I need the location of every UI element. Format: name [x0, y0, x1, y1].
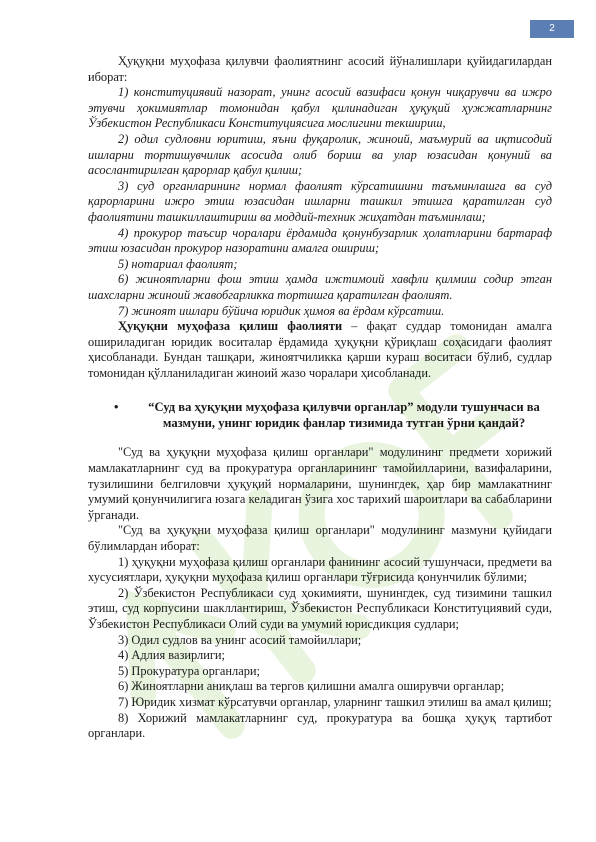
- list-item: 4) Адлия вазирлиги;: [118, 648, 225, 663]
- paragraph-content: "Суд ва ҳуқуқни муҳофаза қилиш органлари" модулининг мазмуни қуйидаги бўлимлардан иборат:: [88, 523, 552, 554]
- bullet-icon: •: [114, 400, 119, 415]
- paragraph-intro: Ҳуқуқни муҳофаза қилувчи фаолиятнинг асосий йўналишлари қуйидагилардан иборат:: [88, 54, 552, 84]
- definition-term: Ҳуқуқни муҳофаза қилиш фаолияти: [118, 319, 343, 334]
- list-item: 7) жиноят ишлари бўйича юридик ҳимоя ва ёрдам кўрсатиш.: [118, 303, 445, 318]
- list-item: 1) ҳуқуқни муҳофаза қилиш органлари фанининг асосий тушунчаси, предмети ва хусусиятлари, ҳуқуқни муҳофаза қилиш органлари тўғрисида қонунчилик бўлими;: [88, 554, 552, 585]
- document-body: [88, 54, 552, 742]
- page-number-badge: 2: [530, 20, 574, 38]
- section-question-heading: [114, 399, 552, 431]
- list-item: 2) одил судловни юритиш, яъни фуқаролик, жиноий, маъмурий ва иқтисодий ишларни тортишувчилик асосида олиб бориш ва улар юзасидан қонуний ва асослантирилган қарорлар қабул қилиш;: [88, 131, 552, 178]
- list-item: 6) жиноятларни фош этиш ҳамда ижтимоий хавфли қилмиш содир этган шахсларни жиноий жавобгарликка тортишга қаратилган фаолият.: [88, 272, 552, 302]
- list-item: 6) Жиноятларни аниқлаш ва тергов қилишни амалга оширувчи органлар;: [118, 679, 505, 694]
- definition-text: – фақат суддар томонидан амалга ошириладиган юридик воситалар ёрдамида ҳуқуқни қўриқлаш соҳасидаги фаолият ҳисобланади. Бундан ташқари, жиноятчиликка қарши кураш воситаси бўлиб, судлар томонидан қўлланиладиган жиноий жазо чоралари ҳисобланади.: [88, 319, 553, 380]
- list-item: 2) Ўзбекистон Республикаси суд ҳокимияти, шунингдек, суд тизимини ташкил этиш, суд корпусини шакллантириш, Ўзбекистон Республикаси Конституциявий суди, Ўзбекистон Республикаси Олий суди ва умумий юрисдикция судлари;: [88, 585, 552, 631]
- list-item: 3) Одил судлов ва унинг асосий тамойиллари;: [118, 632, 362, 647]
- question-text: “Суд ва ҳуқуқни муҳофаза қилувчи органлар” модули тушунчаси ва мазмуни, унинг юридик фанлар тизимида тутган ўрни қандай?: [148, 400, 540, 431]
- list-item: 8) Хорижий мамлакатларнинг суд, прокуратура ва бошқа ҳуқуқ тартибот органлари.: [88, 710, 552, 741]
- list-item: 7) Юридик хизмат кўрсатувчи органлар, уларнинг ташкил этилиш ва амал қилиш;: [118, 694, 552, 709]
- definition-paragraph: [88, 319, 552, 381]
- list-item: 1) конституциявий назорат, унинг асосий вазифаси қонун чиқарувчи ва ижро этувчи ҳокимиятлар томонидан қабул қилинадиган ҳуқуқий ҳужжатларнинг Ўзбекистон Республикаси Конституциясига мослигини текшириш,: [88, 85, 552, 131]
- paragraph-subject: "Суд ва ҳуқуқни муҳофаза қилиш органлари" модулининг предмети хорижий мамлакатларнинг суд ва прокуратура органларининг тамойилларини, вазифаларини, тузилишини белгиловчи ҳуқуқий нормаларини, шунингдек, ҳар бир мамлакатнинг умумий қонунчилигига юзага келадиган ўзига хос тарихий шароитлари ва сабабларини ўрганади.: [88, 445, 552, 522]
- list-item: 5) нотариал фаолият;: [118, 256, 238, 271]
- list-item: 4) прокурор таъсир чоралари ёрдамида қонунбузарлик ҳолатларини бартараф этиш юзасидан прокурор назоратини амалга ошириш;: [88, 225, 552, 256]
- list-item: 5) Прокуратура органлари;: [118, 663, 260, 678]
- list-item: 3) суд органларининг нормал фаолият кўрсатишини таъминлашга ва суд қарорларини ижро этиш юзасидан ишларни ташкил этишга қаратилган суд фаолиятини ташкиллаштириш ва моддий-техник жиҳатдан таъминлаш;: [88, 178, 552, 224]
